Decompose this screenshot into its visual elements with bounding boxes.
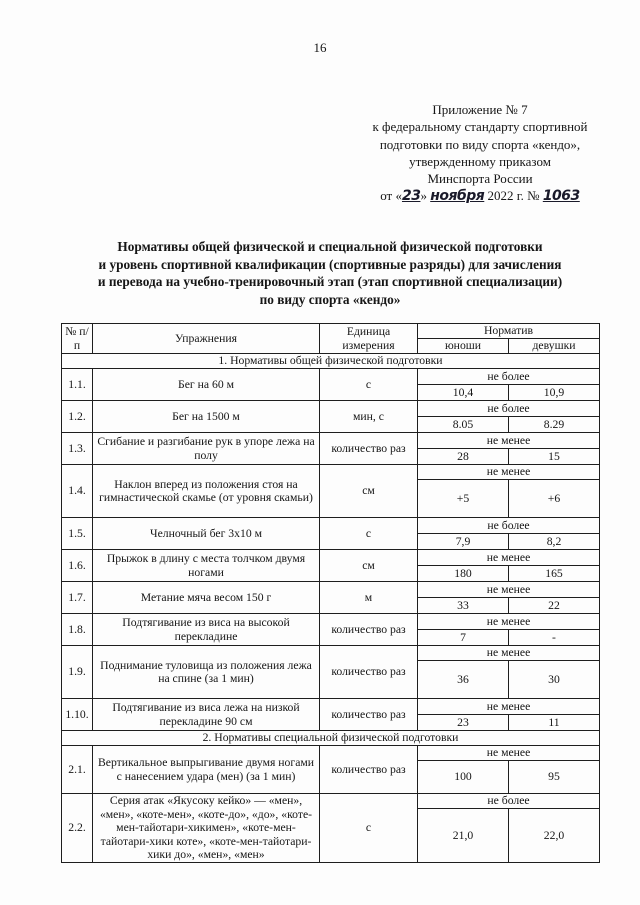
header-number: № п/п [62,324,93,354]
table-row: 1.2. Бег на 1500 м мин, с не более [62,401,600,417]
table-row: 1.3. Сгибание и разгибание рук в упоре лежа на полу количество раз не менее [62,433,600,449]
section-row: 2. Нормативы специальной физической подготовки [62,731,600,746]
appendix-line: утвержденному приказом [409,153,551,169]
order-date-line: от «23» ноября 2022 г. № 1063 [380,188,580,205]
header-unit: Единица измерения [320,324,418,354]
header-boys: юноши [418,339,509,354]
header-girls: девушки [509,339,600,354]
appendix-line: Минспорта России [427,171,533,187]
table-row: 1.6. Прыжок в длину с места толчком двумя ногами см не менее [62,550,600,566]
handwritten-order-number: 1063 [542,188,580,205]
table-row: 1.1. Бег на 60 м с не более [62,369,600,385]
appendix-title: Приложение № 7 [432,102,528,117]
standards-table: № п/п Упражнения Единица измерения Норматив юноши девушки 1. Нормативы общей физической подготовки 1.1. Бег на 60 м с не более 10,4 10,9 1.2. Бег на 1500 м мин, с не более 8.05 8.29 1.3. Сгибание и разгибание рук в упоре лежа на полу количество раз не менее 28 15 1.4. Наклон вперед из положения стоя на гимнастической скамье (от уровня скамьи) см не менее +5 +6 1.5. Челночный бег 3х10 м с не более 7,9 8,2 1.6. Прыжок в длину с места толчком двумя ногами см не менее 180 165 1.7. Метание мяча весом 150 г м не менее 33 22 1.8. Подтягивание из виса на высокой перекладине количество раз не менее 7 - 1.9. Поднимание туловища из положения лежа на спине (за 1 мин) количество раз не менее 36 30 1.10. Подтягивание из виса лежа на низкой перекладине 90 см количество раз не менее 23 11 2. Нормативы специальной физической подготовки 2.1. Вертикальное выпрыгивание двумя ногами с нанесением удара (мен) (за 1 мин) количество раз не менее 100 95 2.2. Серия атак «Якусоку кейко» — «мен», «мен», «коте-мен», «коте-до», «до», «коте-мен-тайотари-хикимен», «коте-мен-тайотари-хики коте», «коте-мен-тайотари- хики до», «мен», «мен» с не более 21,0 22,0 [61,323,600,863]
handwritten-month: ноября [430,188,485,205]
table-row: 1.8. Подтягивание из виса на высокой перекладине количество раз не менее [62,614,600,630]
appendix-line: подготовки по виду спорта «кендо», [379,136,581,152]
header-norm: Норматив [418,324,600,339]
document-heading: Нормативы общей физической и специальной физической подготовки и уровень спортивной квалификации (спортивные разряды) для зачисления и перевода на учебно-тренировочный этап (этап спортивной специализации) по виду спорта «кендо» [97,239,563,307]
table-header-row [62,324,600,339]
handwritten-day: 23 [401,188,421,205]
table-row: 1.4. Наклон вперед из положения стоя на гимнастической скамье (от уровня скамьи) см не менее [62,465,600,480]
header-exercise: Упражнения [93,324,320,354]
section-row: 1. Нормативы общей физической подготовки [62,354,600,369]
page-number: 16 [313,40,327,55]
table-row: 1.5. Челночный бег 3х10 м с не более [62,518,600,534]
appendix-line: к федеральному стандарту спортивной [372,119,588,135]
table-row: 1.7. Метание мяча весом 150 г м не менее [62,582,600,598]
table-row: 1.10. Подтягивание из виса лежа на низкой перекладине 90 см количество раз не менее [62,699,600,715]
table-row: 2.2. Серия атак «Якусоку кейко» — «мен», «мен», «коте-мен», «коте-до», «до», «коте-мен-тайотари-хикимен», «коте-мен-тайотари-хики коте», «коте-мен-тайотари- хики до», «мен», «мен» с не более [62,794,600,809]
appendix-block [330,101,630,206]
table-row: 1.9. Поднимание туловища из положения лежа на спине (за 1 мин) количество раз не менее [62,646,600,661]
table-row: 2.1. Вертикальное выпрыгивание двумя ногами с нанесением удара (мен) (за 1 мин) количество раз не менее [62,746,600,761]
